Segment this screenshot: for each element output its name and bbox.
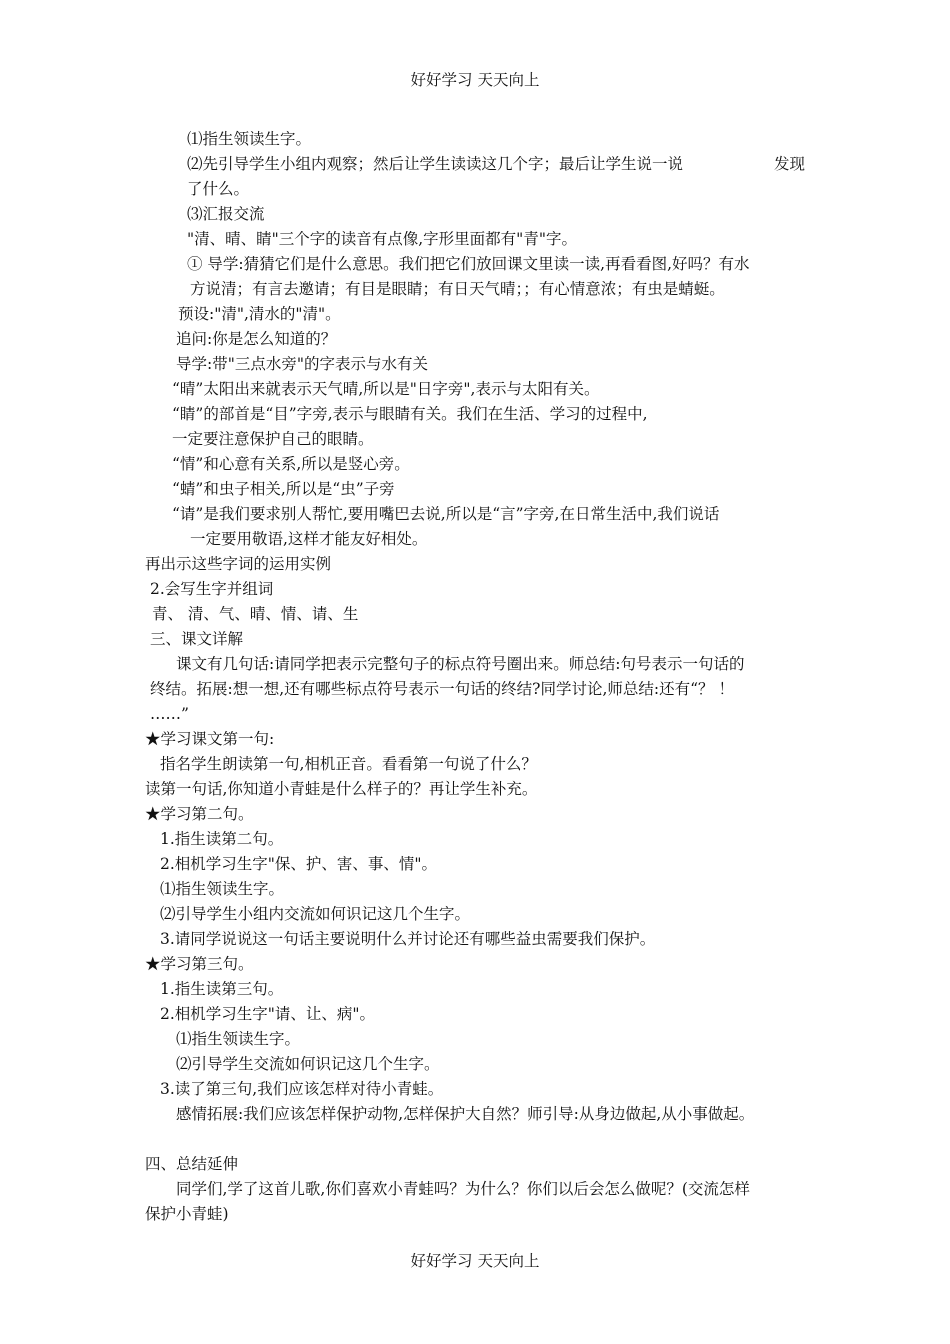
text-line: 1.指生读第三句。 (160, 980, 284, 998)
text-line: 指名学生朗读第一句,相机正音。看看第一句说了什么？ (160, 755, 537, 773)
text-line: 追问:你是怎么知道的？ (176, 330, 337, 348)
text-line: ★学习第三句。 (145, 955, 254, 973)
text-line: 2.会写生字并组词 (150, 580, 274, 598)
text-line: 课文有几句话:请同学把表示完整句子的标点符号圈出来。师总结:句号表示一句话的 (176, 655, 745, 673)
text-line: ⑶汇报交流 (187, 205, 265, 223)
page-footer: 好好学习 天天向上 (410, 1252, 540, 1270)
text-line: 1.指生读第二句。 (160, 830, 284, 848)
text-line: 保护小青蛙) (145, 1205, 229, 1223)
text-line: 2.相机学习生字"保、护、害、事、情"。 (160, 855, 438, 873)
text-line: 四、总结延伸 (145, 1155, 239, 1173)
text-line: "清、晴、睛"三个字的读音有点像,字形里面都有"青"字。 (187, 230, 577, 248)
text-line: 同学们,学了这首儿歌,你们喜欢小青蛙吗？为什么？你们以后会怎么做呢？(交流怎样 (176, 1180, 750, 1198)
text-line: “情”和心意有关系,所以是竖心旁。 (172, 455, 410, 473)
text-line: 三、课文详解 (150, 630, 244, 648)
text-line: 导学:带"三点水旁"的字表示与水有关 (176, 355, 428, 373)
text-line: ⑵引导学生小组内交流如何识记这几个生字。 (160, 905, 471, 923)
text-line: ⑵引导学生交流如何识记这几个生字。 (176, 1055, 440, 1073)
text-line: “蜻”和虫子相关,所以是“虫”子旁 (172, 480, 395, 498)
text-line: 发现 (774, 155, 806, 173)
text-line: ⑴指生领读生字。 (176, 1030, 301, 1048)
text-line: ……” (150, 705, 189, 723)
text-line: “请”是我们要求别人帮忙,要用嘴巴去说,所以是“言”字旁,在日常生活中,我们说话 (172, 505, 720, 523)
text-line: 再出示这些字词的运用实例 (145, 555, 332, 573)
text-line: 预设:"清",清水的"清"。 (178, 305, 341, 323)
text-line: “睛”的部首是“目”字旁,表示与眼睛有关。我们在生活、学习的过程中, (172, 405, 648, 423)
text-line: 3.请同学说说这一句话主要说明什么并讨论还有哪些益虫需要我们保护。 (160, 930, 656, 948)
text-line: 青、 清、气、晴、情、请、生 (152, 605, 359, 623)
text-line: 3.读了第三句,我们应该怎样对待小青蛙。 (160, 1080, 444, 1098)
text-line: 终结。拓展:想一想,还有哪些标点符号表示一句话的终结?同学讨论,师总结:还有“？ ！ (150, 680, 734, 698)
text-line: 一定要用敬语,这样才能友好相处。 (190, 530, 428, 548)
text-line: ⑴指生领读生字。 (160, 880, 285, 898)
text-line: 读第一句话,你知道小青蛙是什么样子的？再让学生补充。 (145, 780, 538, 798)
text-line: 一定要注意保护自己的眼睛。 (172, 430, 374, 448)
text-line: ★学习课文第一句: (145, 730, 275, 748)
text-line: ⑵先引导学生小组内观察；然后让学生读读这几个字；最后让学生说一说 (187, 155, 684, 173)
text-line: 2.相机学习生字"请、让、病"。 (160, 1005, 376, 1023)
page-header: 好好学习 天天向上 (410, 71, 540, 89)
text-line: ★学习第二句。 (145, 805, 254, 823)
text-line: 感情拓展:我们应该怎样保护动物,怎样保护大自然？师引导:从身边做起,从小事做起。 (176, 1105, 755, 1123)
text-line: 了什么。 (187, 180, 250, 198)
text-line: ⑴指生领读生字。 (187, 130, 312, 148)
text-line: ① 导学:猜猜它们是什么意思。我们把它们放回课文里读一读,再看看图,好吗？有水 (187, 255, 750, 273)
text-line: “晴”太阳出来就表示天气晴,所以是"日字旁",表示与太阳有关。 (172, 380, 600, 398)
text-line: 方说清；有言去邀请；有目是眼睛；有日天气晴；；有心情意浓；有虫是蜻蜓。 (190, 280, 725, 298)
